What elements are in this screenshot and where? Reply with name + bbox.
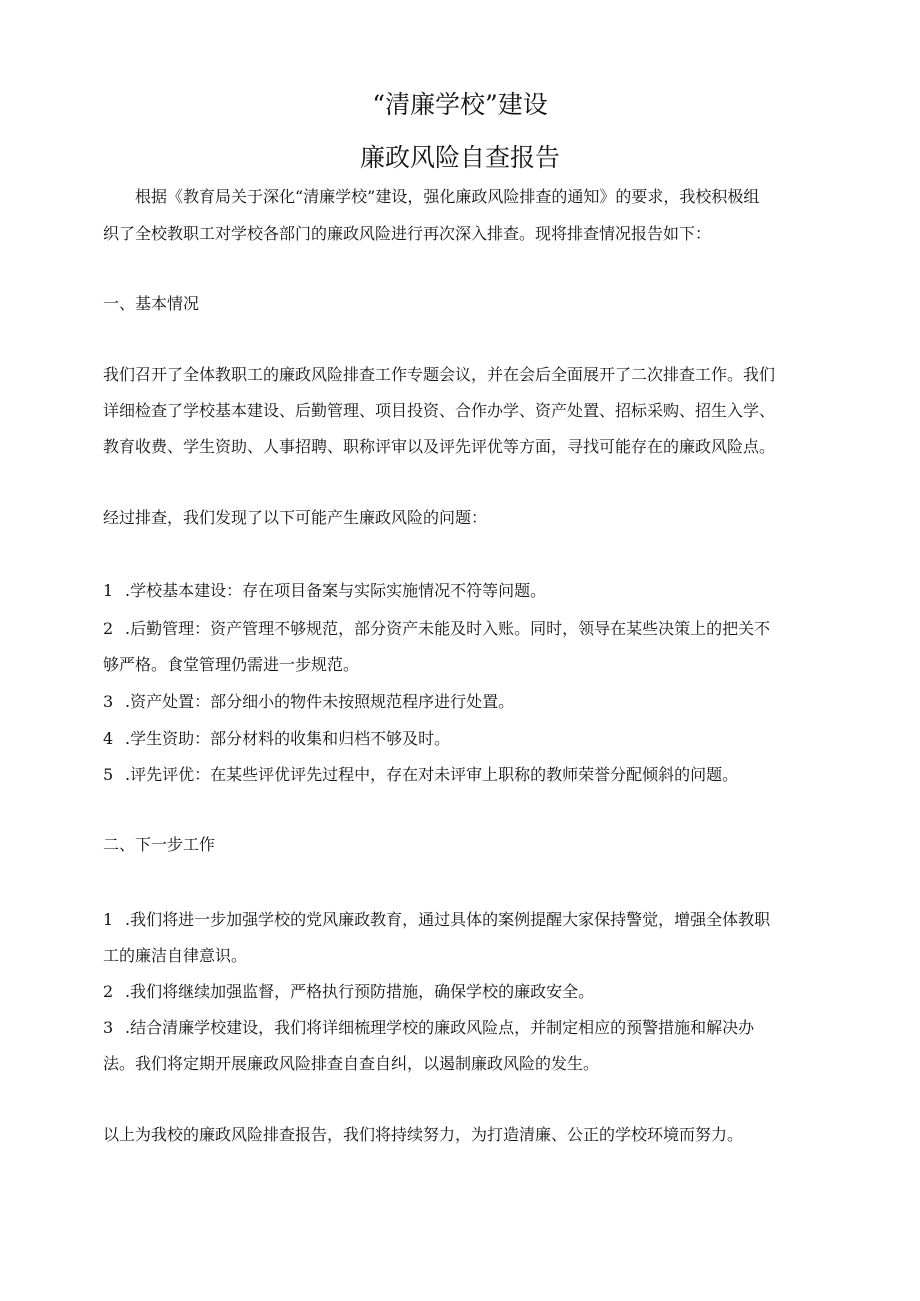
- issue-number: 5: [103, 765, 114, 784]
- section-1-paragraph-line-2: 详细检查了学校基本建设、后勤管理、项目投资、合作办学、资产处置、招标采购、招生入学、: [103, 401, 776, 420]
- issue-number: 3: [103, 692, 114, 711]
- work-text: .我们将进一步加强学校的党风廉政教育，通过具体的案例提醒大家保持警觉，增强全体教职: [125, 910, 771, 929]
- intro-line-2: 织了全校教职工对学校各部门的廉政风险进行再次深入排查。现将排查情况报告如下：: [103, 224, 712, 243]
- conclusion: 以上为我校的廉政风险排查报告，我们将持续努力，为打造清廉、公正的学校环境而努力。: [103, 1125, 744, 1144]
- issue-text: .资产处置：部分细小的物件未按照规范程序进行处置。: [125, 692, 515, 711]
- section-1-paragraph-line-3: 教育收费、学生资助、人事招聘、职称评审以及评先评优等方面，寻找可能存在的廉政风险点。: [103, 437, 776, 456]
- issue-number: 4: [103, 729, 114, 748]
- issue-item-2-continuation: 够严格。食堂管理仍需进一步规范。: [103, 655, 360, 674]
- issue-text: .学生资助：部分材料的收集和归档不够及时。: [125, 729, 451, 748]
- document-subtitle: 廉政风险自查报告: [359, 143, 560, 172]
- issue-text: .后勤管理：资产管理不够规范，部分资产未能及时入账。同时，领导在某些决策上的把关不: [125, 619, 771, 638]
- document-title: “清廉学校”建设: [372, 90, 548, 119]
- issue-item-5: [103, 764, 738, 786]
- work-item-3: [103, 1017, 754, 1039]
- issue-number: 1: [103, 581, 114, 600]
- found-intro: 经过排查，我们发现了以下可能产生廉政风险的问题：: [103, 508, 488, 527]
- work-item-2: [103, 981, 594, 1003]
- work-number: 3: [103, 1018, 114, 1037]
- issue-item-3: [103, 691, 514, 713]
- work-item-1-continuation: 工的廉洁自律意识。: [103, 946, 248, 965]
- section-2-heading: 二、下一步工作: [103, 835, 216, 854]
- issue-item-2: [103, 618, 770, 640]
- intro-line-1: 根据《教育局关于深化“清廉学校”建设，强化廉政风险排查的通知》的要求，我校积极组: [135, 187, 760, 206]
- work-text: .结合清廉学校建设，我们将详细梳理学校的廉政风险点，并制定相应的预警措施和解决办: [125, 1018, 755, 1037]
- work-text: .我们将继续加强监督，严格执行预防措施，确保学校的廉政安全。: [125, 982, 595, 1001]
- work-number: 2: [103, 982, 114, 1001]
- work-item-3-continuation: 法。我们将定期开展廉政风险排查自查自纠，以遏制廉政风险的发生。: [103, 1054, 600, 1073]
- issue-number: 2: [103, 619, 114, 638]
- issue-text: .评先评优：在某些评优评先过程中，存在对未评审上职称的教师荣誉分配倾斜的问题。: [125, 765, 739, 784]
- section-1-paragraph-line-1: 我们召开了全体教职工的廉政风险排查工作专题会议，并在会后全面展开了二次排查工作。我们: [103, 365, 776, 384]
- work-item-1: [103, 909, 770, 931]
- issue-item-1: [103, 580, 546, 602]
- section-1-heading: 一、基本情况: [103, 294, 200, 313]
- issue-text: .学校基本建设：存在项目备案与实际实施情况不符等问题。: [125, 581, 547, 600]
- issue-item-4: [103, 728, 450, 750]
- work-number: 1: [103, 910, 114, 929]
